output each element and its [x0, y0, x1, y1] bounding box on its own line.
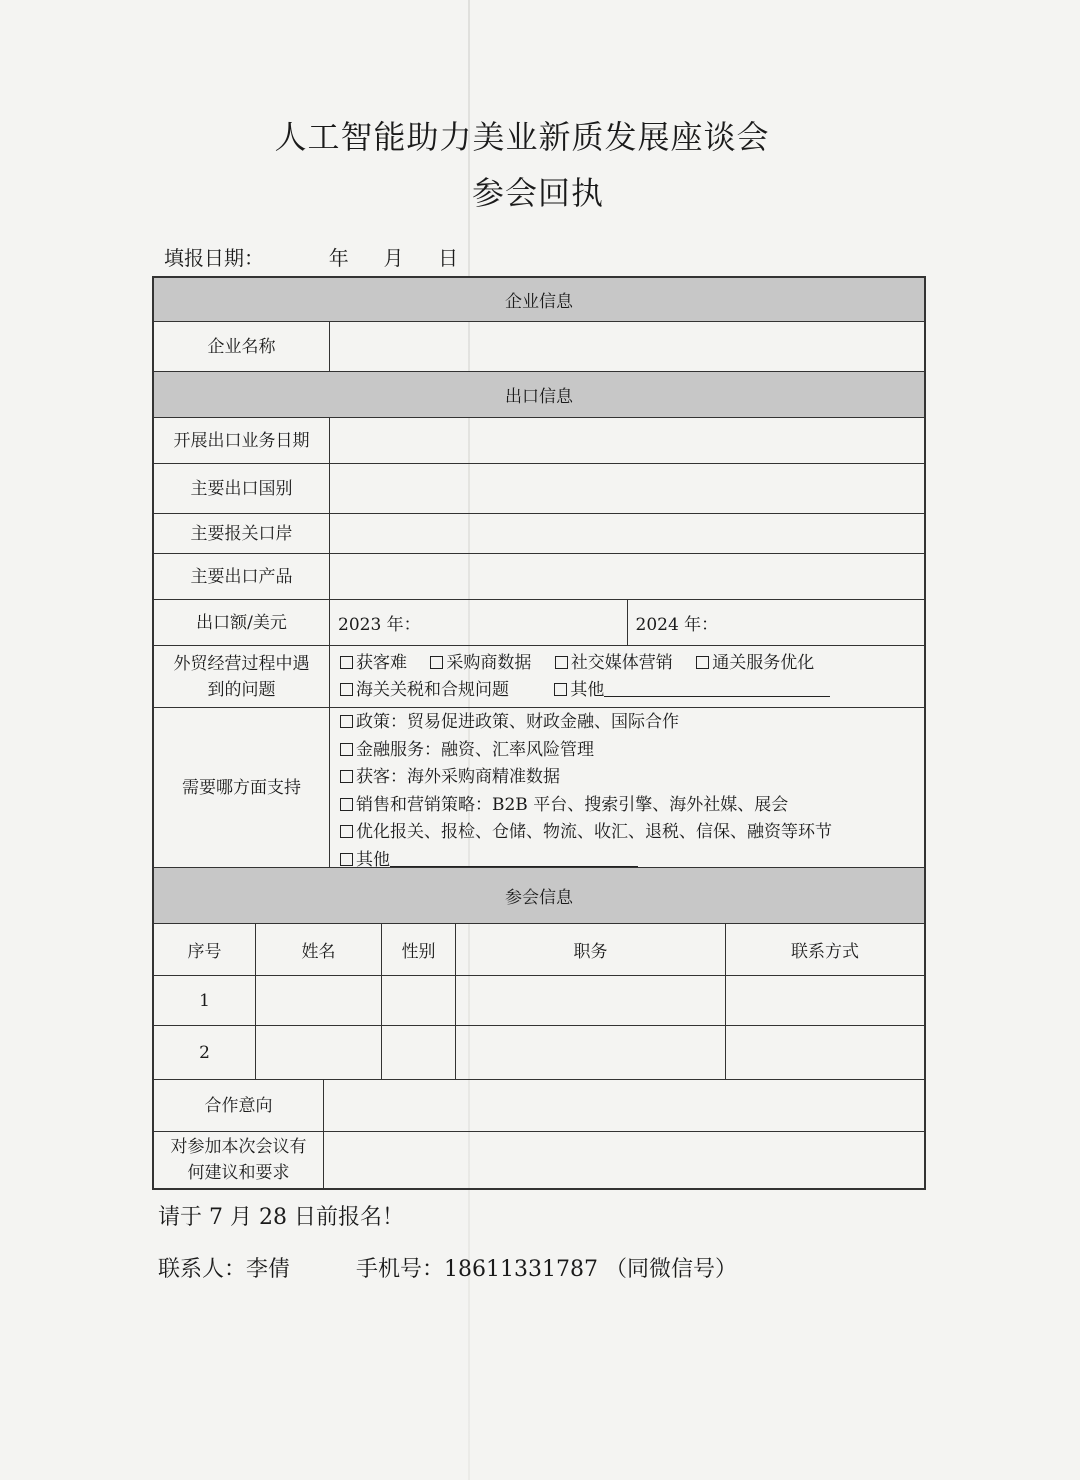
row-export-amount	[154, 600, 924, 646]
suggestions-field[interactable]	[324, 1132, 924, 1188]
export-amount-label: 出口额/美元	[154, 600, 330, 645]
problem-option[interactable]: 社交媒体营销	[555, 650, 673, 677]
col-header-contact: 联系方式	[791, 942, 859, 962]
row-cooperation	[154, 1080, 924, 1132]
registration-deadline: 请于 7 月 28 日前报名！	[158, 1205, 404, 1230]
cooperation-field[interactable]	[324, 1080, 924, 1131]
attendee-gender-field[interactable]	[382, 1026, 456, 1079]
row-export-start-date	[154, 418, 924, 464]
main-countries-label: 主要出口国别	[154, 464, 330, 513]
attendee-row	[154, 1026, 924, 1080]
problem-options	[330, 646, 924, 707]
year-2023-label: 2023 年：	[338, 615, 421, 635]
checkbox-icon	[430, 656, 443, 669]
main-countries-field[interactable]	[330, 464, 924, 513]
support-option-other[interactable]: 其他	[340, 847, 914, 875]
row-support	[154, 708, 924, 868]
export-start-label: 开展出口业务日期	[154, 418, 330, 463]
row-main-products	[154, 554, 924, 600]
section-export-info: 出口信息	[154, 372, 924, 418]
col-header-name: 姓名	[256, 924, 382, 975]
row-main-countries	[154, 464, 924, 514]
row-problems	[154, 646, 924, 708]
fill-date-label: 填报日期：	[164, 246, 264, 270]
problem-option-other[interactable]: 其他	[554, 677, 830, 704]
support-options	[330, 708, 924, 870]
support-option[interactable]: 政策：贸易促进政策、财政金融、国际合作	[340, 709, 914, 737]
year-label: 年	[328, 246, 349, 270]
attendee-row	[154, 976, 924, 1026]
attendee-number: 2	[154, 1026, 256, 1079]
col-header-number: 序号	[154, 924, 256, 975]
contact-person: 联系人：李倩	[158, 1257, 291, 1282]
support-option[interactable]: 优化报关、报检、仓储、物流、收汇、退税、信保、融资等环节	[340, 819, 914, 847]
export-2024-field[interactable]	[627, 600, 925, 645]
checkbox-icon	[340, 715, 353, 728]
checkbox-icon	[340, 743, 353, 756]
col-header-position: 职务	[456, 924, 726, 975]
checkbox-icon	[340, 825, 353, 838]
company-name-label: 企业名称	[154, 322, 330, 371]
export-2023-field[interactable]	[330, 600, 627, 645]
checkbox-icon	[340, 798, 353, 811]
main-port-field[interactable]	[330, 514, 924, 553]
section-company-info: 企业信息	[154, 278, 924, 322]
other-blank-line[interactable]	[604, 678, 830, 697]
checkbox-icon	[340, 656, 353, 669]
support-label: 需要哪方面支持	[154, 708, 330, 867]
row-main-port	[154, 514, 924, 554]
attendee-gender-field[interactable]	[382, 976, 456, 1025]
fill-date-line	[164, 242, 458, 271]
section-attend-info: 参会信息	[154, 868, 924, 924]
support-option[interactable]: 销售和营销策略：B2B 平台、搜索引擎、海外社媒、展会	[340, 792, 914, 820]
form-title: 人工智能助力美业新质发展座谈会	[274, 118, 770, 156]
attendee-position-field[interactable]	[456, 1026, 726, 1079]
year-2024-label: 2024 年：	[635, 615, 719, 635]
main-products-field[interactable]	[330, 554, 924, 599]
row-company-name	[154, 322, 924, 372]
attendee-name-field[interactable]	[256, 976, 382, 1025]
row-suggestions	[154, 1132, 924, 1188]
main-products-label: 主要出口产品	[154, 554, 330, 599]
suggestions-label: 对参加本次会议有何建议和要求	[154, 1132, 324, 1188]
problem-option[interactable]: 通关服务优化	[696, 650, 814, 677]
col-header-gender: 性别	[382, 924, 456, 975]
attendee-contact-field[interactable]	[726, 976, 924, 1025]
day-label: 日	[438, 246, 459, 270]
attendee-name-field[interactable]	[256, 1026, 382, 1079]
company-name-field[interactable]	[330, 322, 924, 371]
attendee-number: 1	[154, 976, 256, 1025]
attendee-contact-field[interactable]	[726, 1026, 924, 1079]
cooperation-label: 合作意向	[154, 1080, 324, 1131]
contact-phone: 手机号：18611331787 （同微信号）	[356, 1257, 737, 1282]
form-subtitle: 参会回执	[471, 174, 604, 212]
checkbox-icon	[340, 853, 353, 866]
checkbox-icon	[696, 656, 709, 669]
support-option[interactable]: 获客：海外采购商精准数据	[340, 764, 914, 792]
support-option[interactable]: 金融服务：融资、汇率风险管理	[340, 737, 914, 765]
checkbox-icon	[340, 683, 353, 696]
month-label: 月	[383, 246, 404, 270]
attendee-header-row	[154, 924, 924, 976]
export-amount-fields	[330, 600, 924, 645]
checkbox-icon	[340, 770, 353, 783]
export-start-field[interactable]	[330, 418, 924, 463]
registration-form-table	[152, 276, 926, 1190]
attendee-position-field[interactable]	[456, 976, 726, 1025]
checkbox-icon	[554, 683, 567, 696]
problem-option[interactable]: 采购商数据	[430, 650, 531, 677]
problems-label: 外贸经营过程中遇到的问题	[154, 646, 330, 707]
main-port-label: 主要报关口岸	[154, 514, 330, 553]
problem-option[interactable]: 获客难	[340, 650, 407, 677]
problem-option[interactable]: 海关关税和合规问题	[340, 677, 509, 704]
other-blank-line[interactable]	[390, 848, 638, 867]
contact-line	[158, 1252, 737, 1283]
checkbox-icon	[555, 656, 568, 669]
